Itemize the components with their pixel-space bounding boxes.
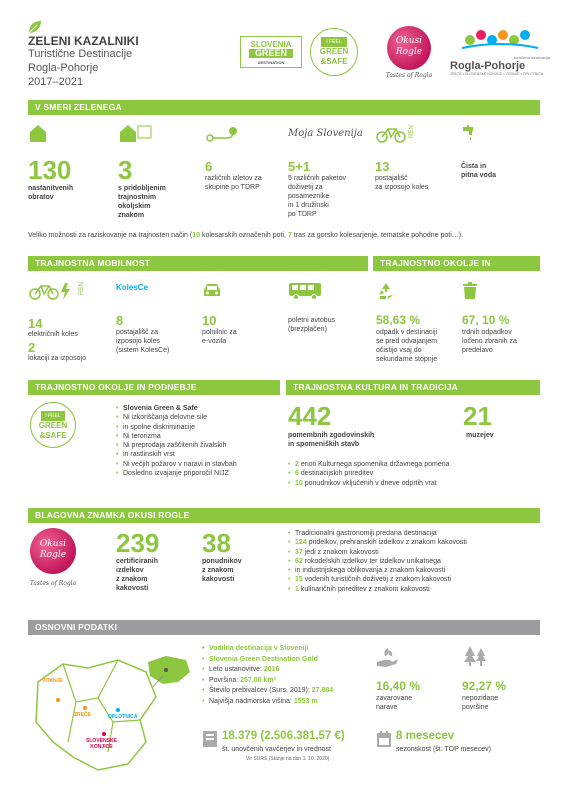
voucher-icon [202,730,218,753]
stat-21-label: muzejev [466,432,494,439]
stat-13-l1: postajališč [375,175,408,182]
badge-text-3: &SAFE [39,431,67,440]
list-item [288,548,543,557]
stat-239: 239 [116,528,160,558]
stat-5plus1-label [288,174,346,219]
summer-bus-l2: (brezplačen) [288,326,327,333]
b4-text: rokodelskih izdelkov ter izdelkov unikatnega [302,557,441,565]
list-item: • Slovenia Green Destination Gold [202,655,372,666]
clean-water-l1: Čista in [461,163,487,170]
culture-list [288,460,538,488]
badge-text-2: GREEN [38,421,68,430]
stat-8: 8 [116,313,124,328]
list-item: • Ni izkoriščanja delovne sile [116,413,281,422]
foot-c: kolesarskih označenih poti, [200,232,288,239]
ebike-rent-icon [28,281,86,306]
l3-val: 2016 [263,666,280,673]
route-icon [205,125,239,148]
foot-e: tras za gorsko kolesarjenje, tematske pohodne poti…). [291,232,464,239]
stat-16-l2: narave [376,704,398,711]
stat-130-l1: nastanitvenih [28,185,74,192]
l6-label: Najvišja nadmorska višina: [209,697,294,705]
page-subtitle-1: Turistične Destinacije [28,48,133,60]
stat-239-l4: kakovosti [116,585,149,592]
stat-vouchers: 18.379 (2.506.381,57 €) [222,730,345,742]
stat-92-l1: nepozidane [462,695,499,702]
stat-16-l1: zavarovane [376,695,413,702]
section-bar-v-smeri-zelenega: V SMERI ZELENEGA [28,100,540,115]
okusi-text-2: Rogle [395,47,423,57]
list-item: • Ni preprodaja zaščitenih živalskih [116,441,281,450]
stat-14: 14 [28,316,43,331]
stat-239-label [116,557,158,593]
recycle-icon [376,281,396,306]
stat-10-l2: e-vozila [202,338,227,345]
stat-442-l1: pomembnih zgodovinskih [288,432,375,439]
list-item [288,460,538,469]
hand-plant-icon [376,646,400,673]
stat-16-40: 16,40 % [376,679,421,693]
okusi-text-1: Okusi [395,36,423,46]
bul3-num: 10 [295,479,303,487]
stat-3: 3 [118,155,133,185]
green-safe-list [116,404,281,478]
l6-val: 1553 m [293,697,318,705]
stat-58-l1: odpadk v destinaciji [376,329,438,336]
stat-442: 442 [288,401,332,431]
map-label-oplotnica: OPLOTNICA [108,714,138,720]
slovenia-green-logo-text-3: DESTINATION [257,60,285,65]
stat-92-27: 92,27 % [462,679,507,693]
list-item: • Tradicionalni gastronomiji predana destinacija [288,529,543,538]
stat-239-l3: z znakom [116,576,148,583]
list-item [288,557,543,566]
stat-58-l2: se pred odvajanjem [376,338,438,345]
stat-67-10-label [462,328,517,355]
rogla-pohorje-logo [450,26,550,86]
bul2-text: destinacijskih prireditev [298,470,374,478]
stat-21: 21 [463,401,492,431]
page-years: 2017–2021 [28,76,84,88]
list-item: • in spolne diskriminacije [116,423,281,432]
stat-6-l2: skupine po TDRP [205,184,260,191]
stat-92-l2: površine [462,704,489,711]
stat-442-label [288,431,374,449]
stat-239-l1: certificiranih [116,558,159,565]
okusi-rogle-logo [385,26,433,86]
green-safe-logo [310,28,358,76]
clean-water-l2: pitna voda [461,172,497,179]
stat-130-label [28,184,73,202]
stat-16-40-label [376,694,412,712]
list-item [202,665,372,676]
okusi-badge-tag: Tastes of Rogla [29,580,77,587]
stat-38-label [202,557,242,584]
l4-val: 257,00 km² [240,676,276,684]
green-safe-text-3: &SAFE [320,57,348,66]
stat-3-l4: znakom [118,212,145,219]
stat-8-l2: izposojo koles [116,338,160,345]
foot-a: Veliko možnosti za raziskovanje na trajnosten način ( [28,232,193,239]
stat-10-l1: polnilnic za [202,329,237,336]
b2-num: 124 [295,539,307,547]
calendar-icon [376,730,392,753]
stat-92-27-label [462,694,498,712]
list-item [288,585,543,594]
okusi-list [288,529,543,594]
stat-38-l2: z znakom [202,567,234,574]
stat-239-l2: izdelkov [116,567,144,574]
section-bar-okolje-2: TRAJNOSTNO OKOLJE IN PODNEBJE [28,380,280,395]
list-item: • Ni terorizma [116,432,281,441]
rogla-small: turistična destinacija [513,55,550,60]
foot-b: 10 [192,232,200,239]
stat-67-l1: trdnih odpadkov [462,329,512,336]
stat-10-chargers: 10 [202,313,217,328]
stat-5plus1-l4: in 1 družinski [288,202,329,209]
okusi-tag: Tastes of Rogla [385,72,433,79]
stat-58-l3: očistijo vsaj do [376,347,422,354]
l5-val: 27.884 [311,687,334,694]
kolesce-logo: KolesCe [116,283,149,292]
list-item [202,676,372,687]
bus-icon [288,282,322,305]
stat-8-l1: postajališč za [116,329,159,336]
section1-footnote [28,232,463,239]
stat-3-label [118,184,166,220]
okusi-badge-2: Rogle [39,550,67,560]
stat-8-l3: (sistem KolesCe) [116,347,170,354]
stat-67-10: 67, 10 % [462,313,510,327]
trees-icon [462,644,488,671]
section-bar-osnovni-podatki: OSNOVNI PODATKI [28,620,540,635]
stat-58-l4: sekundarne stopnje [376,356,438,363]
page-title: ZELENI KAZALNIKI [28,34,139,48]
stat-67-l3: predelavo [462,347,493,354]
section-bar-okolje-1: TRAJNOSTNO OKOLJE IN PODNEBJE [373,256,540,271]
badge-text-1: I FEEL [41,411,65,421]
bul3-text: ponudnikov vključenih v dneve odprtih vrat [302,479,437,487]
region-map [28,642,198,772]
water-tap-icon [461,125,477,148]
leaf-icon [28,20,42,34]
stat-5plus1-l3: posameznike [288,193,330,200]
list-item [288,575,543,584]
basic-data-list [202,644,372,707]
page-subtitle-2: Rogla-Pohorje [28,62,99,74]
rogla-sub: ZREČE • SLOVENSKE KONJICE • VITANJE • OPLOTNICA [450,72,544,76]
b3-num: 37 [295,548,303,556]
list-item: • Vodilna destinacija v Sloveniji [202,644,372,655]
list-item [288,479,538,488]
eco-house-icon [118,123,152,148]
stat-58-63-label [376,328,437,364]
b5-num: 15 [295,576,303,584]
stat-3-l2: trajnostnim [118,194,157,201]
stat-6-label [205,174,262,192]
stat-5plus1-l1: 5 različnih paketov [288,175,346,182]
moja-slovenija-logo: Moja Slovenija [288,128,363,139]
green-safe-text-1: I FEEL [321,37,347,47]
slovenia-green-logo [240,36,302,68]
section-bar-okusi-rogle: BLAGOVNA ZNAMKA OKUSI ROGLE [28,508,540,523]
stat-2-loc-label: lokaciji za izposojo [28,355,86,362]
stat-67-l2: ločeno zbranih za [462,338,517,345]
stat-13: 13 [375,159,390,174]
b4-num: 62 [295,557,303,565]
green-safe-text-2: GREEN [319,47,349,56]
stat-130-l2: obratov [28,194,54,201]
map-label-vitanje: VITANJE [42,678,63,684]
l4-label: Površina: [209,676,241,684]
stat-13-l2: za izposojo koles [375,184,429,191]
stat-vouchers-label: št. unovčenih vavčerjev in vrednost [222,746,331,753]
list-item [288,538,543,547]
svg-text:RENT: RENT [409,124,415,138]
svg-text:RENT: RENT [79,281,85,295]
b6-text: kulinaričnih prireditev z znakom kakovosti [298,585,430,593]
bike-rent-icon [375,124,415,149]
bul1-num: 2 [295,461,299,468]
trash-icon [462,282,478,305]
list-item [202,686,372,697]
map-konjice-1: SLOVENSKE [86,738,117,744]
stat-38: 38 [202,528,231,558]
stat-8-label [116,328,169,355]
stat-442-l2: in spomeniških stavb [288,441,360,448]
list-item: • Ni večjih požarov v naravi in stavbah [116,460,281,469]
list-item: • Dosledno izvajanje priporočil NIJZ [116,469,281,478]
clean-water-label [461,162,496,180]
map-konjice-2: KONJICE [90,744,113,750]
l5-label: Število prebivalcev (Surs, 2019): [209,687,312,694]
section-bar-trajnostna-mobilnost: TRAJNOSTNA MOBILNOST [28,256,368,271]
stat-6-l1: različnih izletov za [205,175,262,182]
okusi-badge-1: Okusi [39,539,67,549]
map-label-zrece: ZREČE [74,712,91,718]
list-item [288,469,538,478]
b5-text: vodenih turističnih doživetij z znakom kakovosti [302,576,452,584]
list-item: • in industrijskega oblikovanja z znakom kakovosti [288,566,543,575]
stat-58-63: 58,63 % [376,313,421,327]
stat-6: 6 [205,159,213,174]
stat-130: 130 [28,155,72,185]
summer-bus-l1: poletni avtobus [288,317,336,324]
b6-num: 1 [295,585,299,593]
b2-text: pridelkov, prehranskih izdelkov z znakom kakovosti [306,539,467,547]
stat-5plus1-l5: po TDRP [288,211,317,218]
stat-vouchers-source: Vir SURS (Stanje na dan 1. 10. 2020) [246,756,330,762]
l3-label: Leto ustanovitve: [209,666,264,673]
house-icon [28,123,48,148]
slovenia-green-logo-text-1: SLOVENIA [250,40,292,49]
stat-3-l1: s pridobljenim [118,185,166,192]
list-item: • in rastlinskih vrst [116,450,281,459]
stat-13-label [375,174,428,192]
map-label-konjice [86,738,117,750]
stat-14-label: električnih koles [28,331,78,338]
summer-bus-label [288,316,335,334]
green-safe-badge [30,402,76,448]
stat-5plus1-l2: doživetij za [288,184,323,191]
foot-d: 7 [287,232,292,239]
stat-2-loc: 2 [28,340,36,355]
car-icon [202,282,222,303]
b3-text: jedi z znakom kakovosti [302,548,379,556]
stat-5plus1: 5+1 [288,159,311,174]
rogla-name: Rogla-Pohorje [450,60,526,72]
stat-10-chargers-label [202,328,237,346]
stat-38-l1: ponudnikov [202,558,242,565]
section-bar-kultura: TRAJNOSTNA KULTURA IN TRADICIJA [286,380,540,395]
stat-8-months-label: sezonskost (št. TOP mesecev) [396,746,491,753]
list-item [202,697,372,708]
stat-8-months: 8 mesecev [396,730,455,742]
bul2-num: 6 [295,470,299,478]
stat-3-l3: okoljskim [118,203,151,210]
stat-38-l3: kakovosti [202,576,235,583]
list-item: • Slovenia Green & Safe [116,404,281,413]
okusi-rogle-badge [28,528,78,596]
slovenia-green-logo-text-2: GREEN [249,49,293,58]
bul1-text: enoti Kulturnega spomenika državnega pomena [298,461,450,468]
